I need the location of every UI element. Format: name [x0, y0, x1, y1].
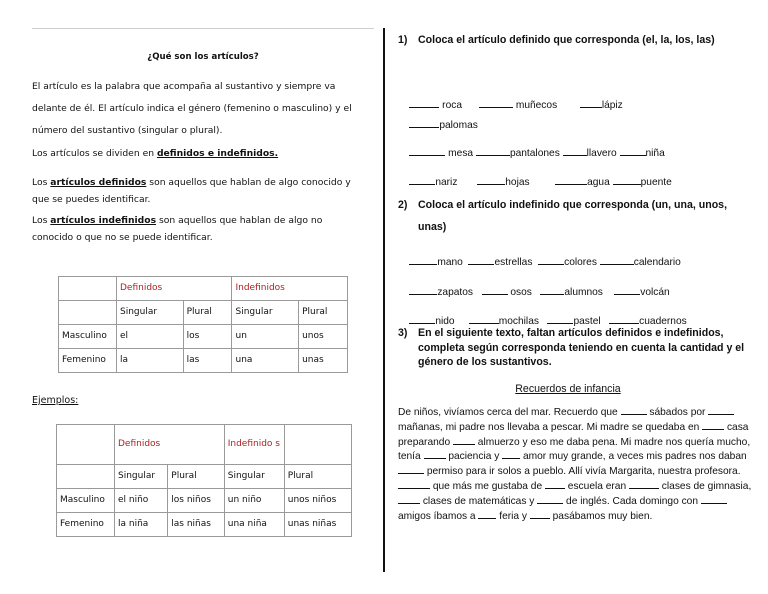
- theory-title: ¿Qué son los artículos?: [147, 52, 259, 62]
- story-text: [398, 406, 756, 524]
- story-fragment: de inglés. Cada domingo con: [563, 495, 701, 507]
- noun: lápiz: [601, 100, 623, 111]
- answer-blank[interactable]: [600, 256, 634, 265]
- answer-blank[interactable]: [398, 495, 420, 504]
- table-cell: una: [232, 349, 299, 373]
- indefinite-pre: Los: [32, 215, 51, 226]
- subheader: Plural: [168, 465, 224, 489]
- examples-heading: Ejemplos:: [32, 395, 79, 406]
- table-cell: la: [117, 349, 184, 373]
- story-fragment: amor muy grande, a veces mis padres nos daban: [520, 451, 747, 463]
- answer-blank[interactable]: [453, 436, 475, 445]
- noun: niña: [645, 148, 665, 159]
- answer-blank[interactable]: [545, 480, 565, 489]
- definite-text: son aquellos que hablan de algo conocido y que se puedes identificar.: [32, 177, 351, 205]
- header-definidos: Definidos: [115, 425, 225, 465]
- question-text: Coloca el artículo definido que corresponda (el, la, los, las): [418, 34, 715, 46]
- table-cell: el: [117, 325, 184, 349]
- story-fragment: almuerzo y eso me daba pena. Mi madre nos quería mucho, tenía: [398, 436, 751, 463]
- answer-blank[interactable]: [580, 99, 602, 108]
- header-definidos: Definidos: [117, 277, 232, 301]
- subheader: Singular: [224, 465, 284, 489]
- noun: osos: [510, 287, 532, 298]
- question-text: En el siguiente texto, faltan artículos definidos e indefinidos, completa según corresponda teniendo en cuenta la cantidad y el género de los sustantivos.: [418, 327, 745, 368]
- row-label: Masculino: [57, 489, 115, 513]
- answer-blank[interactable]: [609, 315, 639, 324]
- indefinite-text: son aquellos que hablan de algo no conocido o que no se puede identificar.: [32, 215, 323, 243]
- story-fragment: pasábamos muy bien.: [549, 510, 653, 522]
- table-corner: [57, 425, 115, 465]
- table-cell: los niños: [168, 489, 224, 513]
- header-indefinidos: Indefinidos: [232, 277, 348, 301]
- division-paragraph: [32, 149, 372, 158]
- answer-blank[interactable]: [547, 315, 573, 324]
- answer-blank[interactable]: [398, 480, 430, 489]
- subheader: Plural: [183, 301, 232, 325]
- noun: calendario: [633, 257, 681, 268]
- noun: zapatos: [437, 287, 474, 298]
- answer-blank[interactable]: [469, 315, 499, 324]
- story-fragment: que más me gustaba de: [430, 480, 545, 492]
- division-emphasis: definidos e indefinidos.: [156, 148, 279, 159]
- question-1: [398, 30, 738, 51]
- top-rule: [32, 28, 374, 29]
- noun: mesa: [448, 148, 474, 159]
- answer-blank[interactable]: [409, 119, 439, 128]
- answer-blank[interactable]: [629, 480, 659, 489]
- table-cell: [57, 465, 115, 489]
- definite-pre: Los: [32, 177, 51, 188]
- table-cell: unos: [299, 325, 348, 349]
- subheader: Plural: [284, 465, 351, 489]
- story-fragment: feria y: [496, 510, 530, 522]
- table-cell: unas niñas: [284, 513, 351, 537]
- question-2: [398, 194, 748, 238]
- answer-blank[interactable]: [482, 286, 508, 295]
- answer-blank[interactable]: [409, 256, 437, 265]
- answer-blank[interactable]: [613, 176, 641, 185]
- answer-blank[interactable]: [530, 510, 550, 519]
- answer-blank[interactable]: [409, 286, 437, 295]
- table-cell: las: [183, 349, 232, 373]
- subheader: Singular: [115, 465, 168, 489]
- answer-blank[interactable]: [708, 406, 734, 415]
- answer-blank[interactable]: [409, 99, 439, 108]
- answer-blank[interactable]: [538, 256, 564, 265]
- noun: cuadernos: [639, 316, 687, 327]
- noun: colores: [564, 257, 597, 268]
- table-row: [59, 349, 348, 373]
- noun: estrellas: [494, 257, 533, 268]
- story-fragment: De niños, vivíamos cerca del mar. Recuerdo que: [398, 407, 621, 418]
- answer-blank[interactable]: [398, 465, 424, 474]
- noun: hojas: [505, 177, 530, 188]
- table-corner: [59, 277, 117, 301]
- table-cell: unos niños: [284, 489, 351, 513]
- answer-blank[interactable]: [478, 510, 496, 519]
- table-row: [59, 325, 348, 349]
- subheader: Singular: [232, 301, 299, 325]
- answer-blank[interactable]: [409, 176, 435, 185]
- question-number: 2): [398, 199, 408, 211]
- noun: muñecos: [515, 100, 558, 111]
- indefinite-term: artículos indefinidos: [50, 215, 157, 226]
- table-cell: [59, 301, 117, 325]
- noun: roca: [442, 100, 462, 111]
- story-fragment: amigos íbamos a: [398, 510, 479, 522]
- answer-blank[interactable]: [409, 315, 435, 324]
- answer-blank[interactable]: [540, 286, 564, 295]
- answer-blank[interactable]: [409, 147, 445, 156]
- story-fragment: casa preparando: [398, 421, 749, 448]
- table-cell: una niña: [224, 513, 284, 537]
- story-fragment: paciencia y: [445, 451, 503, 463]
- answer-blank[interactable]: [621, 406, 647, 415]
- story-fragment: escuela eran: [564, 480, 629, 492]
- question-text: Coloca el artículo indefinido que corresponda (un, una, unos, unas): [418, 199, 728, 233]
- subheader: Singular: [117, 301, 184, 325]
- answer-blank[interactable]: [614, 286, 640, 295]
- noun: mochilas: [498, 316, 539, 327]
- row-label: Masculino: [59, 325, 117, 349]
- table-cell: [284, 425, 351, 465]
- definition-paragraph: El artículo es la palabra que acompaña al sustantivo y siempre va delante de él. El artículo indica el género (femenino o masculino) y el número del sustantivo (singular o plural).: [32, 81, 352, 136]
- table-cell: unas: [299, 349, 348, 373]
- row-label: Femenino: [59, 349, 117, 373]
- column-divider: [383, 28, 385, 572]
- header-indefinidos: Indefinido s: [224, 425, 284, 465]
- answer-blank[interactable]: [476, 147, 510, 156]
- story-fragment: mañanas, mi padre nos llevaba a pescar. Mi madre se quedaba en: [398, 421, 703, 433]
- table-row: [57, 513, 352, 537]
- story-fragment: permiso para ir solos a pueblo. Allí vivía Margarita, nuestra profesora.: [424, 466, 741, 478]
- indefinite-paragraph: [32, 212, 362, 246]
- noun: puente: [640, 177, 672, 188]
- story-fragment: sábados por: [646, 407, 709, 418]
- answer-blank[interactable]: [620, 147, 646, 156]
- table-row: [57, 489, 352, 513]
- noun: volcán: [640, 287, 670, 298]
- table-cell: las niñas: [168, 513, 224, 537]
- examples-table: [56, 424, 352, 537]
- subheader: Plural: [299, 301, 348, 325]
- question-number: 1): [398, 34, 408, 46]
- question-number: 3): [398, 327, 408, 339]
- noun: palomas: [439, 120, 478, 131]
- answer-blank[interactable]: [468, 256, 494, 265]
- table-cell: los: [183, 325, 232, 349]
- answer-blank[interactable]: [563, 147, 587, 156]
- noun: pastel: [573, 316, 601, 327]
- noun: nido: [435, 316, 455, 327]
- table-cell: el niño: [115, 489, 168, 513]
- answer-blank[interactable]: [555, 176, 587, 185]
- exercise-line: [398, 245, 760, 279]
- noun: mano: [437, 257, 463, 268]
- answer-blank[interactable]: [702, 421, 724, 430]
- answer-blank[interactable]: [479, 99, 513, 108]
- story-title: Recuerdos de infancia: [515, 383, 621, 395]
- row-label: Femenino: [57, 513, 115, 537]
- answer-blank[interactable]: [537, 495, 563, 504]
- division-text: Los artículos se dividen en: [32, 148, 157, 159]
- question-3: [398, 326, 760, 370]
- noun: pantalones: [509, 148, 560, 159]
- table-cell: la niña: [115, 513, 168, 537]
- answer-blank[interactable]: [701, 495, 727, 504]
- table-cell: un niño: [224, 489, 284, 513]
- articles-table: [58, 276, 348, 373]
- noun: agua: [587, 177, 610, 188]
- noun: alumnos: [564, 287, 603, 298]
- definite-paragraph: [32, 174, 362, 208]
- story-fragment: clases de gimnasia,: [658, 480, 752, 492]
- story-fragment: clases de matemáticas y: [420, 495, 538, 507]
- answer-blank[interactable]: [424, 450, 446, 459]
- definite-term: artículos definidos: [50, 177, 147, 188]
- answer-blank[interactable]: [502, 450, 520, 459]
- table-cell: un: [232, 325, 299, 349]
- answer-blank[interactable]: [477, 176, 505, 185]
- noun: nariz: [435, 177, 458, 188]
- noun: llavero: [586, 148, 617, 159]
